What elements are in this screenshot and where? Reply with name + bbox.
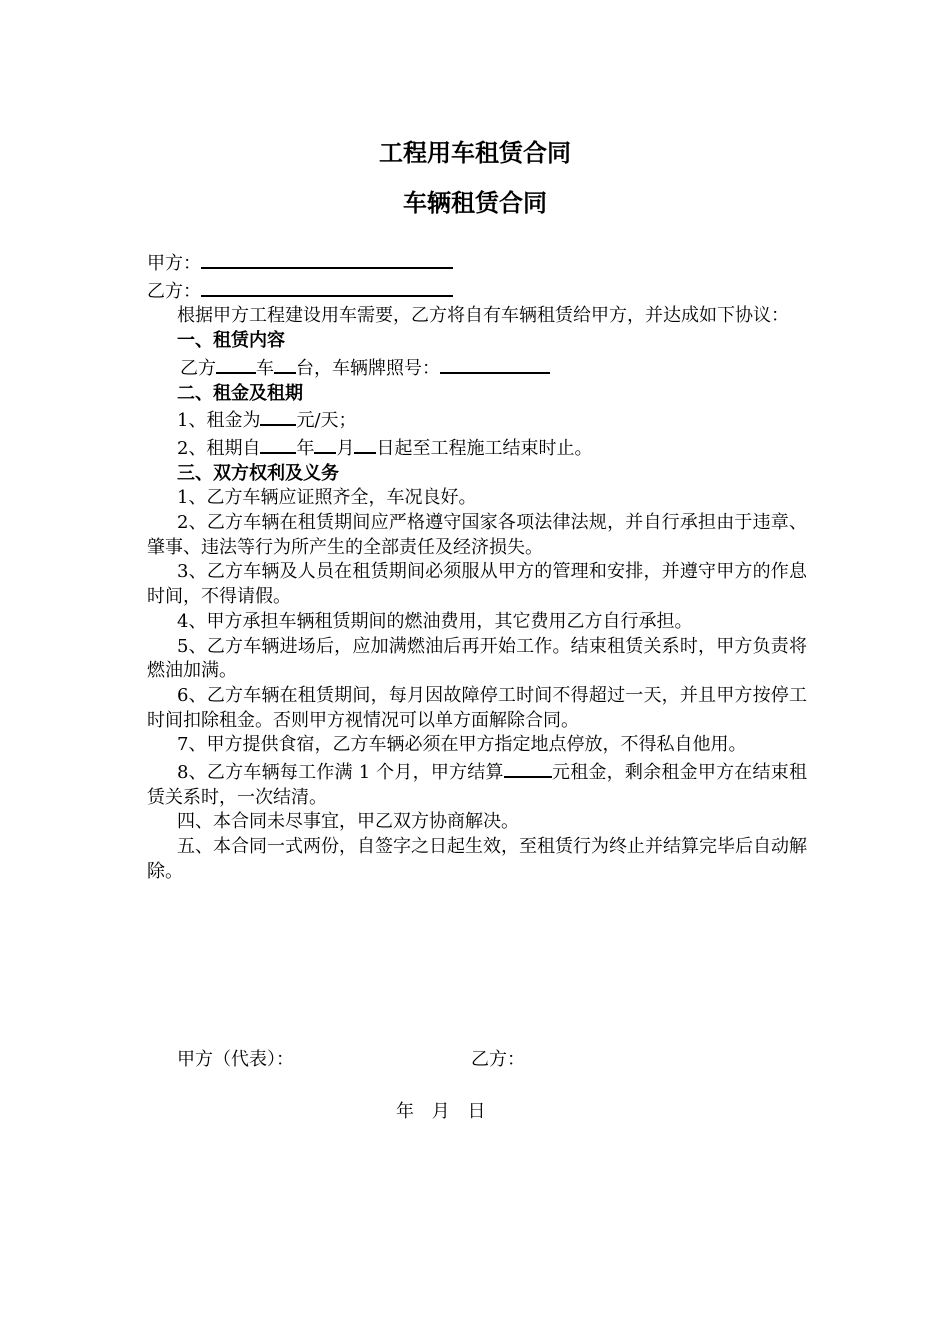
party-a-label: 甲方： [147, 253, 201, 274]
section-5: 五、本合同一式两份，自签字之日起生效，至租赁行为终止并结算完毕后自动解除。 [147, 836, 807, 882]
signature-party-a: 甲方（代表）： [177, 1049, 294, 1070]
section-4: 四、本合同未尽事宜，甲乙双方协商解决。 [177, 811, 519, 833]
contract-body [147, 249, 807, 885]
section-2-heading: 二、租金及租期 [177, 382, 303, 404]
signature-party-b: 乙方： [471, 1049, 525, 1070]
section-1-heading: 一、租赁内容 [177, 330, 285, 352]
s1-text-a: 乙方 [180, 357, 216, 379]
s1-blank-1 [216, 354, 256, 374]
s1-text-c: 台，车辆牌照号： [296, 357, 440, 379]
section-3-item-3: 3、乙方车辆及人员在租赁期间必须服从甲方的管理和安排，并遵守甲方的作息时间，不得请假。 [147, 561, 807, 608]
section-3-heading: 三、双方权利及义务 [177, 462, 339, 484]
party-b-blank [201, 277, 453, 297]
section-3-item-6: 6、乙方车辆在租赁期间，每月因故障停工时间不得超过一天，并且甲方按停工时间扣除租金。否则甲方视情况可以单方面解除合同。 [147, 684, 807, 731]
s3-8-amount-blank [504, 758, 552, 778]
intro-paragraph: 根据甲方工程建设用车需要，乙方将自有车辆租赁给甲方，并达成如下协议： [177, 305, 789, 327]
party-b-line [147, 277, 807, 305]
section-3-item-4: 4、甲方承担车辆租赁期间的燃油费用，其它费用乙方自行承担。 [177, 610, 693, 632]
document-title: 工程用车租赁合同 [379, 139, 571, 167]
signature-date: 年 月 日 [396, 1101, 486, 1122]
s2-month-blank [314, 434, 336, 454]
section-3-item-7: 7、甲方提供食宿，乙方车辆必须在甲方指定地点停放，不得私自他用。 [177, 734, 747, 756]
section-3-item-1: 1、乙方车辆应证照齐全，车况良好。 [177, 487, 477, 509]
s3-8-text-b: 元租金，剩余租金甲方在结束租赁关系时，一次结清。 [147, 762, 807, 808]
section-3-item-8 [147, 758, 807, 810]
s2-day-blank [354, 434, 376, 454]
s2-2-text-d: 日起至工程施工结束时止。 [376, 437, 593, 459]
s2-rent-blank [260, 406, 296, 426]
document-subtitle: 车辆租赁合同 [403, 189, 547, 217]
section-3-item-5: 5、乙方车辆进场后，应加满燃油后再开始工作。结束租赁关系时，甲方负责将燃油加满。 [147, 635, 807, 682]
s1-plate-blank [440, 354, 550, 374]
section-3-item-2: 2、乙方车辆在租赁期间应严格遵守国家各项法律法规，并自行承担由于违章、肇事、违法等行为所产生的全部责任及经济损失。 [147, 512, 807, 558]
s2-1-text-a: 1、租金为 [177, 410, 261, 432]
s2-1-text-b: 元/天； [296, 410, 357, 432]
section-2-item-2 [147, 434, 807, 462]
s2-2-text-b: 年 [296, 437, 315, 459]
section-1-content [147, 354, 807, 382]
s3-8-text-a: 8、乙方车辆每工作满 1 个月，甲方结算 [177, 762, 504, 784]
s2-2-text-c: 月 [336, 437, 355, 459]
s2-2-text-a: 2、租期自 [177, 437, 261, 459]
party-a-line [147, 249, 807, 277]
party-b-label: 乙方： [147, 280, 201, 302]
s2-year-blank [260, 434, 296, 454]
section-2-item-1 [147, 406, 807, 434]
party-a-blank [201, 249, 453, 269]
s1-blank-2 [274, 354, 296, 374]
s1-text-b: 车 [256, 357, 274, 379]
